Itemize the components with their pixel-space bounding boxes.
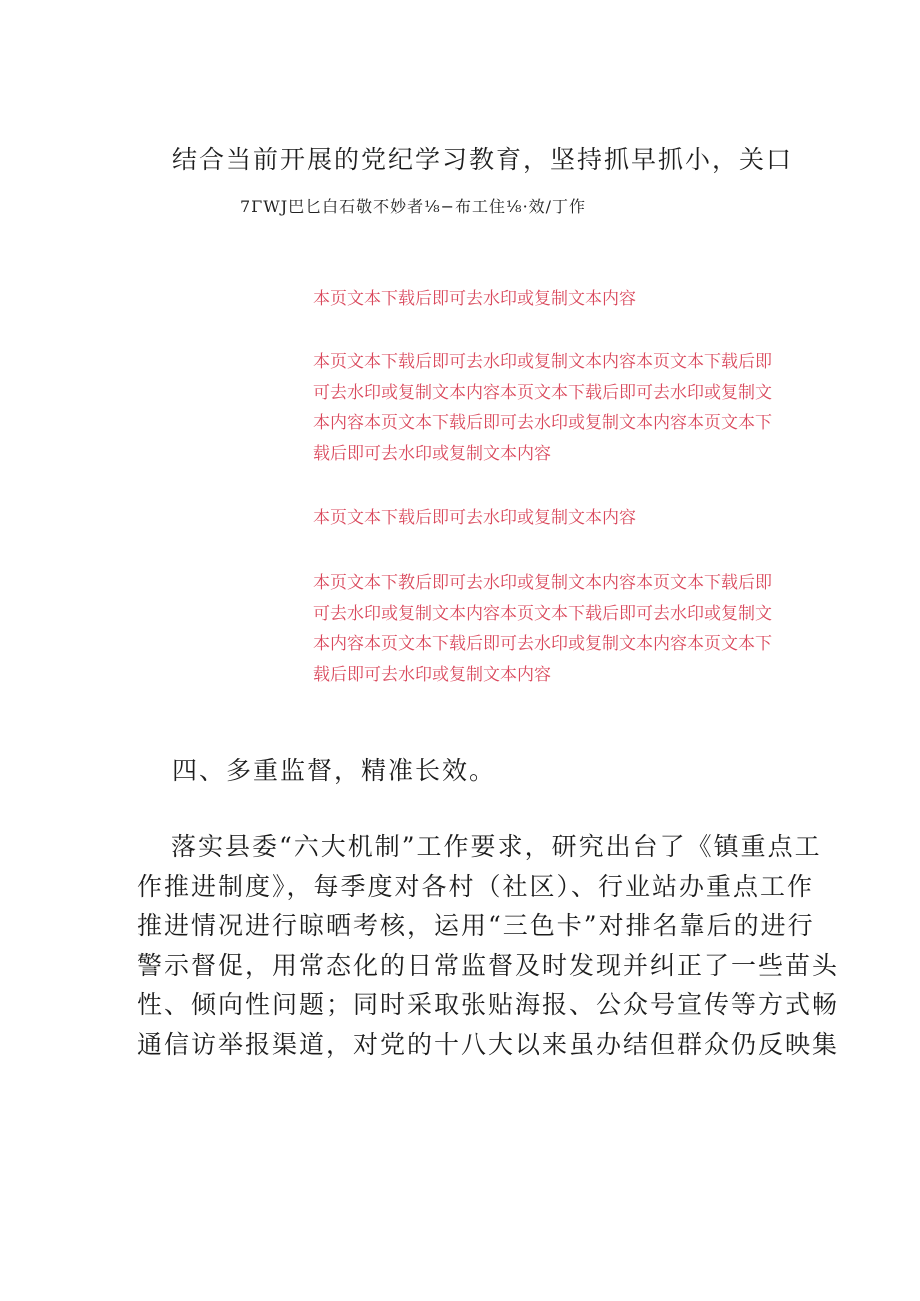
body-paragraph — [137, 827, 840, 1065]
paragraph-line: 落实县委“六大机制”工作要求，研究出台了《镇重点工 — [171, 832, 822, 861]
garbled-text-line: 7ΓWJ巴匕白石敬不妙者⅛−布工住⅛·效/丁作 — [240, 197, 587, 216]
paragraph-line: 警示督促，用常态化的日常监督及时发现并纠正了一些苗头 — [137, 950, 840, 980]
watermark-text: 本页文本下教后即可去水印或复制文本内容本页文本下载后即可去水印或复制文本内容本页文本下载后即可去水印或复制文本内容本页文本下载后即可去水印或复制文本内容本页文本下载后即可去水印或复制文本内容 — [313, 573, 772, 685]
paragraph-line: 通信访举报渠道，对党的十八大以来虽办结但群众仍反映集 — [137, 1029, 840, 1059]
watermark-text: 本页文本下载后即可去水印或复制文本内容本页文本下载后即可去水印或复制文本内容本页文本下载后即可去水印或复制文本内容本页文本下载后即可去水印或复制文本内容本页文本下载后即可去水印或复制文本内容 — [313, 352, 772, 464]
paragraph-line: 性、倾向性问题；同时采取张贴海报、公众号宣传等方式畅 — [137, 990, 840, 1020]
watermark-text: 本页文本下载后即可去水印或复制文本内容 — [313, 508, 636, 528]
section-heading: 四、多重监督，精准长效。 — [172, 756, 497, 785]
paragraph-line: 推进情况进行晾晒考核，运用“三色卡”对排名靠后的进行 — [137, 911, 815, 941]
body-text-line: 结合当前开展的党纪学习教育，坚持抓早抓小，关口 — [172, 145, 794, 174]
watermark-text: 本页文本下载后即可去水印或复制文本内容 — [313, 289, 636, 309]
paragraph-line: 作推进制度》，每季度对各村（社区）、行业站办重点工作 — [137, 871, 815, 901]
